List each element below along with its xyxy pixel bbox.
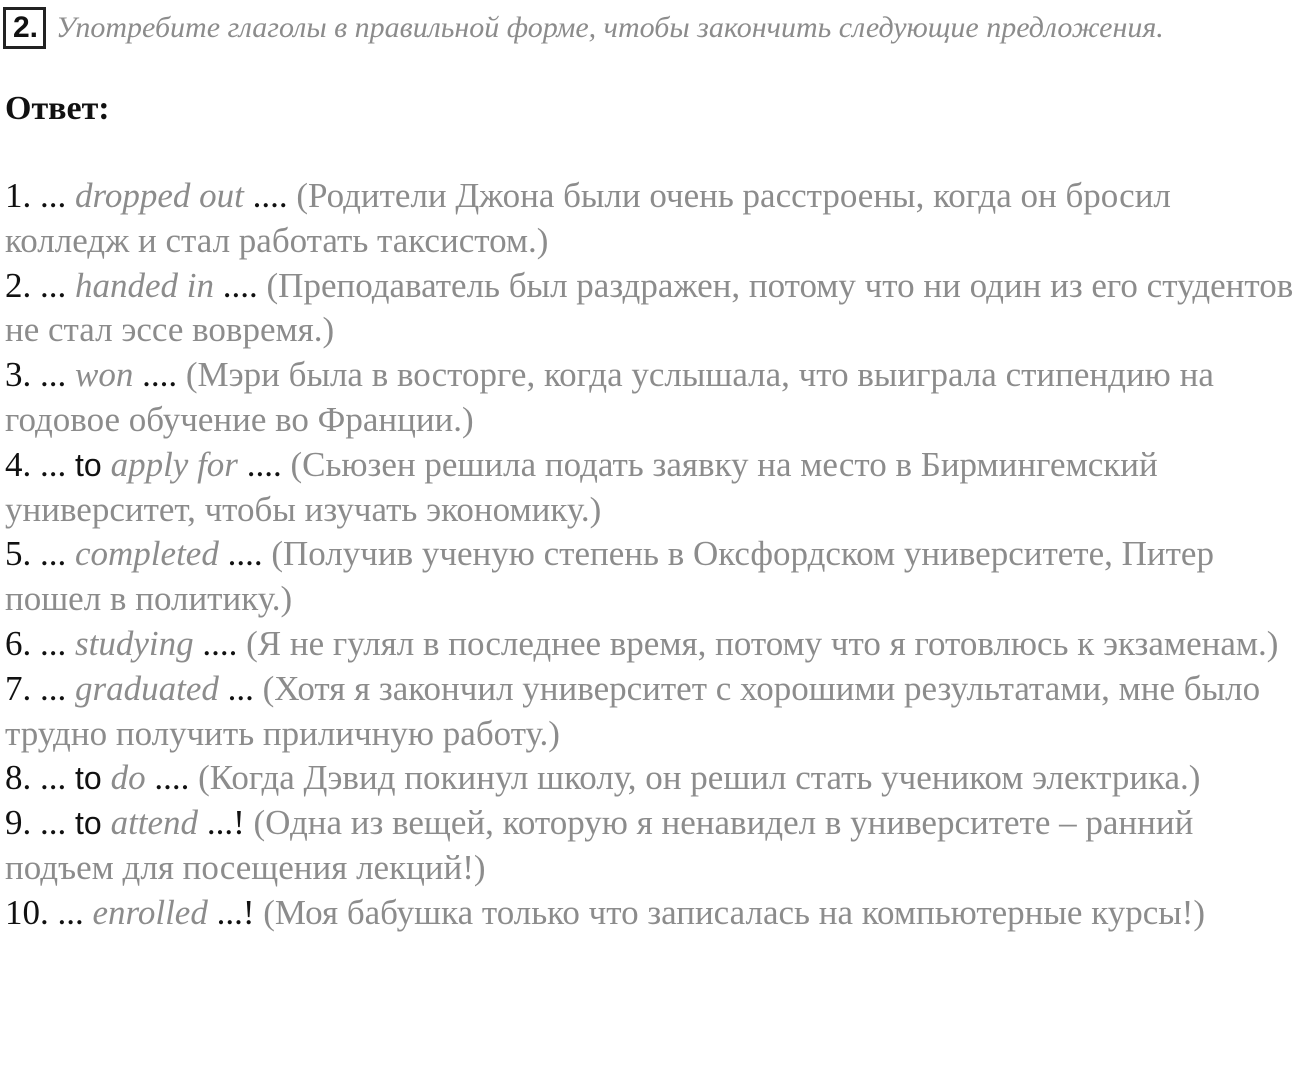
- answer-item: [5, 443, 1295, 533]
- task-instruction: Употребите глаголы в правильной форме, чтобы закончить следующие предложения.: [56, 11, 1164, 44]
- answer-trail-dots: ....: [133, 355, 186, 395]
- answer-trail-dots: ....: [214, 265, 267, 305]
- answer-trail-dots: ....: [237, 444, 291, 484]
- answer-translation: (Хотя я закончил университет с хорошими результатами, мне было трудно получить приличную работу.): [5, 668, 1261, 753]
- answer-item: [5, 353, 1295, 443]
- answer-number: 8.: [5, 758, 32, 798]
- answer-item: [5, 756, 1295, 801]
- answer-to-particle: to: [75, 446, 111, 483]
- answer-trail-dots: ....: [193, 623, 247, 663]
- answer-number: 9.: [5, 803, 32, 843]
- answer-lead-dots: ...: [31, 444, 75, 484]
- answer-to-particle: to: [75, 760, 111, 797]
- answer-verb: handed in: [75, 265, 215, 305]
- answer-verb: dropped out: [75, 176, 244, 215]
- answer-verb: do: [110, 758, 146, 798]
- answer-verb: attend: [110, 803, 199, 843]
- task-number-badge: 2.: [3, 7, 46, 49]
- answer-lead-dots: ...: [31, 176, 75, 215]
- answer-heading: Ответ:: [5, 90, 110, 127]
- answer-trail-dots: ....: [145, 758, 199, 798]
- answer-number: 3.: [5, 355, 32, 395]
- answer-lead-dots: ...: [31, 803, 75, 843]
- answer-item: [5, 532, 1295, 622]
- answer-lead-dots: ...: [48, 892, 93, 932]
- answer-verb: apply for: [110, 444, 238, 484]
- answer-translation: (Одна из вещей, которую я ненавидел в университете – ранний подъем для посещения лекций!): [5, 803, 1194, 887]
- answer-number: 10.: [5, 892, 49, 932]
- answer-trail-dots: ...: [218, 668, 263, 708]
- answer-translation: (Я не гулял в последнее время, потому что я готовлюсь к экзаменам.): [246, 623, 1279, 663]
- answer-trail-dots: ....: [218, 534, 272, 574]
- answer-item: [5, 667, 1295, 757]
- answer-number: 5.: [5, 534, 32, 574]
- answer-translation: (Преподаватель был раздражен, потому что ни один из его студентов не стал эссе вовремя.): [5, 265, 1294, 350]
- answer-to-particle: to: [75, 805, 111, 842]
- answer-lead-dots: ...: [31, 355, 75, 395]
- answer-verb: won: [75, 355, 134, 395]
- answer-number: 6.: [5, 623, 32, 663]
- answer-verb: enrolled: [92, 892, 208, 932]
- answer-item: [5, 622, 1295, 667]
- answer-trail-dots: ...!: [198, 803, 254, 843]
- answer-lead-dots: ...: [31, 534, 75, 574]
- answer-verb: completed: [75, 534, 219, 574]
- answer-number: 4.: [5, 444, 32, 484]
- answer-translation: (Получив ученую степень в Оксфордском университете, Питер пошел в политику.): [5, 534, 1214, 619]
- answer-translation: (Родители Джона были очень расстроены, когда он бросил колледж и стал работать таксистом.): [5, 176, 1171, 260]
- answer-lead-dots: ...: [31, 758, 75, 798]
- answer-item: [5, 801, 1295, 891]
- answer-trail-dots: ...!: [207, 892, 264, 932]
- answer-trail-dots: ....: [243, 176, 297, 215]
- answer-verb: studying: [75, 623, 194, 663]
- answer-item: [5, 264, 1295, 354]
- answer-number: 1.: [5, 176, 32, 215]
- answer-translation: (Мэри была в восторге, когда услышала, что выиграла стипендию на годовое обучение во Франции.): [5, 355, 1214, 439]
- answer-list: [5, 174, 1295, 936]
- answer-lead-dots: ...: [31, 623, 75, 663]
- answer-number: 7.: [5, 668, 32, 708]
- answer-lead-dots: ...: [31, 668, 75, 708]
- answer-number: 2.: [5, 265, 32, 305]
- answer-translation: (Моя бабушка только что записалась на компьютерные курсы!): [263, 892, 1206, 932]
- answer-lead-dots: ...: [31, 265, 75, 305]
- answer-item: [5, 174, 1295, 264]
- answer-item: [5, 891, 1295, 936]
- answer-translation: (Сьюзен решила подать заявку на место в Бирмингемский университет, чтобы изучать экономику.): [5, 444, 1158, 529]
- task-header: [3, 7, 1164, 49]
- answer-verb: graduated: [75, 668, 219, 708]
- answer-translation: (Когда Дэвид покинул школу, он решил стать учеником электрика.): [198, 758, 1201, 798]
